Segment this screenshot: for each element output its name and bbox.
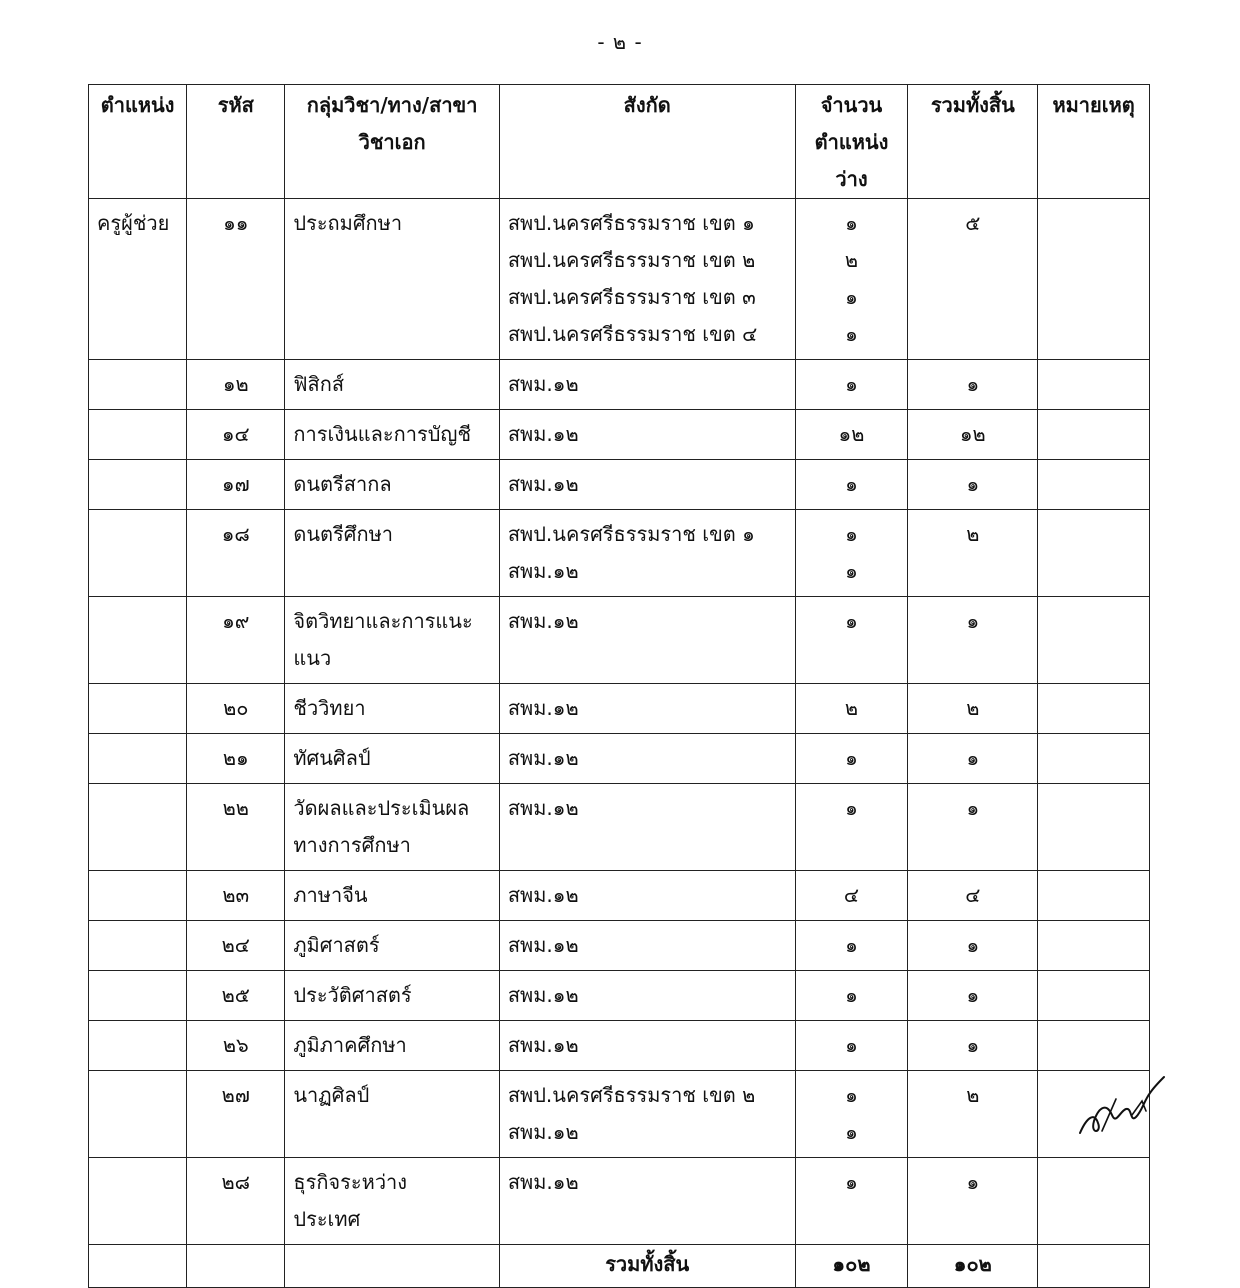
table-row: [89, 734, 1150, 784]
subject-cell: [285, 784, 499, 871]
vacancy-count: ๑: [845, 522, 858, 546]
vacancies-cell: [795, 684, 908, 734]
grand-total-row: [89, 1245, 1150, 1288]
code-cell: ๒๔: [187, 921, 285, 971]
total-cell: ๒: [908, 510, 1038, 597]
header-position: ตำแหน่ง: [89, 85, 187, 199]
affiliation-line: สพม.๑๒: [507, 1120, 579, 1144]
vacancy-count: ๑: [845, 1120, 858, 1144]
table-row: [89, 684, 1150, 734]
position-cell: [89, 734, 187, 784]
subject-line: ดนตรีสากล: [293, 472, 392, 496]
affiliation-cell: [499, 784, 795, 871]
affiliation-line: สพม.๑๒: [507, 1170, 579, 1194]
affiliation-line: สพม.๑๒: [507, 1033, 579, 1057]
affiliation-cell: [499, 199, 795, 360]
table-row: [89, 871, 1150, 921]
vacancies-cell: [795, 410, 908, 460]
code-cell: ๒๐: [187, 684, 285, 734]
position-cell: [89, 410, 187, 460]
vacancies-cell: [795, 597, 908, 684]
affiliation-cell: [499, 1071, 795, 1158]
table-row: [89, 410, 1150, 460]
affiliation-line: สพม.๑๒: [507, 696, 579, 720]
affiliation-line: สพป.นครศรีธรรมราช เขต ๒: [507, 248, 756, 272]
code-cell: ๑๗: [187, 460, 285, 510]
header-subject: [285, 85, 499, 199]
remarks-cell: [1038, 921, 1150, 971]
subject-cell: [285, 360, 499, 410]
subject-line: นาฏศิลป์: [293, 1083, 370, 1107]
grand-total-empty: [89, 1245, 187, 1288]
total-cell: ๒: [908, 684, 1038, 734]
affiliation-line: สพม.๑๒: [507, 372, 579, 396]
table-row: [89, 460, 1150, 510]
grand-total-remarks: [1038, 1245, 1150, 1288]
subject-line: ภูมิศาสตร์: [293, 933, 380, 957]
header-vacancies-line: ตำแหน่ง: [814, 130, 889, 154]
grand-total-sum: ๑๐๒: [908, 1245, 1038, 1288]
affiliation-line: สพม.๑๒: [507, 559, 579, 583]
subject-line: ดนตรีศึกษา: [293, 522, 393, 546]
code-cell: ๒๕: [187, 971, 285, 1021]
total-cell: ๑: [908, 971, 1038, 1021]
code-cell: ๒๖: [187, 1021, 285, 1071]
subject-line: ทางการศึกษา: [293, 833, 411, 857]
table-row: [89, 1021, 1150, 1071]
affiliation-line: สพม.๑๒: [507, 796, 579, 820]
remarks-cell: [1038, 360, 1150, 410]
affiliation-cell: [499, 684, 795, 734]
table-row: [89, 971, 1150, 1021]
vacancy-count: ๑: [845, 746, 858, 770]
header-affiliation: สังกัด: [499, 85, 795, 199]
code-cell: ๒๓: [187, 871, 285, 921]
affiliation-line: สพป.นครศรีธรรมราช เขต ๒: [507, 1083, 756, 1107]
subject-line: ทัศนศิลป์: [293, 746, 371, 770]
vacancies-cell: [795, 921, 908, 971]
position-cell: [89, 510, 187, 597]
table-row: [89, 921, 1150, 971]
total-cell: ๑: [908, 921, 1038, 971]
subject-line: ประวัติศาสตร์: [293, 983, 412, 1007]
total-cell: ๑: [908, 1021, 1038, 1071]
total-cell: ๒: [908, 1071, 1038, 1158]
code-cell: ๑๘: [187, 510, 285, 597]
grand-total-empty: [187, 1245, 285, 1288]
subject-cell: [285, 199, 499, 360]
code-cell: ๑๑: [187, 199, 285, 360]
position-cell: ครูผู้ช่วย: [89, 199, 187, 360]
page-number: - ๒ -: [597, 30, 643, 54]
remarks-cell: [1038, 510, 1150, 597]
grand-total-empty: [285, 1245, 499, 1288]
total-cell: ๑: [908, 460, 1038, 510]
header-total: รวมทั้งสิ้น: [908, 85, 1038, 199]
affiliation-line: สพม.๑๒: [507, 933, 579, 957]
subject-cell: [285, 871, 499, 921]
affiliation-line: สพป.นครศรีธรรมราช เขต ๑: [507, 522, 755, 546]
remarks-cell: [1038, 784, 1150, 871]
affiliation-line: สพม.๑๒: [507, 609, 579, 633]
subject-line: การเงินและการบัญชี: [293, 422, 472, 446]
subject-line: วัดผลและประเมินผล: [293, 796, 470, 820]
header-remarks: หมายเหตุ: [1038, 85, 1150, 199]
remarks-cell: [1038, 460, 1150, 510]
position-cell: [89, 871, 187, 921]
affiliation-cell: [499, 410, 795, 460]
affiliation-cell: [499, 597, 795, 684]
subject-cell: [285, 410, 499, 460]
subject-cell: [285, 597, 499, 684]
subject-line: จิตวิทยาและการแนะ: [293, 609, 473, 633]
subject-cell: [285, 460, 499, 510]
total-cell: ๑๒: [908, 410, 1038, 460]
affiliation-line: สพป.นครศรีธรรมราช เขต ๑: [507, 211, 755, 235]
header-code: รหัส: [187, 85, 285, 199]
remarks-cell: [1038, 1158, 1150, 1245]
subject-line: ประถมศึกษา: [293, 211, 403, 235]
subject-cell: [285, 1071, 499, 1158]
code-cell: ๒๑: [187, 734, 285, 784]
remarks-cell: [1038, 597, 1150, 684]
subject-line: ชีววิทยา: [293, 696, 366, 720]
vacancy-count: ๒: [844, 696, 859, 720]
position-cell: [89, 921, 187, 971]
subject-cell: [285, 734, 499, 784]
grand-total-vacancies: ๑๐๒: [795, 1245, 908, 1288]
affiliation-cell: [499, 734, 795, 784]
affiliation-line: สพม.๑๒: [507, 472, 579, 496]
total-cell: ๑: [908, 784, 1038, 871]
position-cell: [89, 1021, 187, 1071]
vacancy-count: ๑๒: [838, 422, 865, 446]
vacancy-count: ๑: [845, 609, 858, 633]
remarks-cell: [1038, 871, 1150, 921]
vacancy-table: [88, 84, 1150, 1288]
total-cell: ๔: [908, 871, 1038, 921]
vacancy-count: ๑: [845, 1083, 858, 1107]
table-row: [89, 199, 1150, 360]
position-cell: [89, 460, 187, 510]
code-cell: ๑๙: [187, 597, 285, 684]
remarks-cell: [1038, 410, 1150, 460]
subject-line: ธุรกิจระหว่าง: [293, 1170, 408, 1194]
vacancies-cell: [795, 734, 908, 784]
vacancy-count: ๑: [845, 1170, 858, 1194]
subject-cell: [285, 684, 499, 734]
affiliation-line: สพป.นครศรีธรรมราช เขต ๔: [507, 322, 758, 346]
affiliation-cell: [499, 1158, 795, 1245]
position-cell: [89, 684, 187, 734]
table-row: [89, 360, 1150, 410]
vacancy-count: ๑: [845, 1033, 858, 1057]
vacancies-cell: [795, 1158, 908, 1245]
affiliation-line: สพม.๑๒: [507, 883, 579, 907]
grand-total-label: รวมทั้งสิ้น: [499, 1245, 795, 1288]
subject-line: ประเทศ: [293, 1207, 361, 1231]
vacancy-count: ๑: [845, 983, 858, 1007]
affiliation-line: สพป.นครศรีธรรมราช เขต ๓: [507, 285, 756, 309]
vacancy-count: ๑: [845, 472, 858, 496]
vacancy-count: ๑: [845, 285, 858, 309]
table-row: [89, 510, 1150, 597]
vacancies-cell: [795, 784, 908, 871]
vacancy-count: ๑: [845, 796, 858, 820]
affiliation-line: สพม.๑๒: [507, 746, 579, 770]
affiliation-cell: [499, 871, 795, 921]
affiliation-line: สพม.๑๒: [507, 983, 579, 1007]
table-body: [89, 199, 1150, 1245]
vacancy-count: ๑: [845, 933, 858, 957]
subject-line: ภาษาจีน: [293, 883, 368, 907]
subject-cell: [285, 921, 499, 971]
vacancies-cell: [795, 871, 908, 921]
vacancy-count: ๔: [843, 883, 860, 907]
affiliation-cell: [499, 971, 795, 1021]
total-cell: ๑: [908, 734, 1038, 784]
table-header: [89, 85, 1150, 199]
subject-cell: [285, 1021, 499, 1071]
total-cell: ๕: [908, 199, 1038, 360]
header-vacancies: [795, 85, 908, 199]
code-cell: ๒๗: [187, 1071, 285, 1158]
affiliation-cell: [499, 460, 795, 510]
vacancy-count: ๑: [845, 211, 858, 235]
total-cell: ๑: [908, 597, 1038, 684]
code-cell: ๑๔: [187, 410, 285, 460]
position-cell: [89, 784, 187, 871]
vacancies-cell: [795, 510, 908, 597]
remarks-cell: [1038, 684, 1150, 734]
remarks-cell: [1038, 734, 1150, 784]
remarks-cell: [1038, 199, 1150, 360]
table-row: [89, 1071, 1150, 1158]
vacancy-count: ๒: [844, 248, 859, 272]
table-row: [89, 1158, 1150, 1245]
vacancies-cell: [795, 199, 908, 360]
vacancies-cell: [795, 1021, 908, 1071]
subject-line: ภูมิภาคศึกษา: [293, 1033, 407, 1057]
header-vacancies-line: จำนวน: [820, 93, 883, 117]
position-cell: [89, 597, 187, 684]
subject-line: ฟิสิกส์: [293, 372, 345, 396]
table-row: [89, 597, 1150, 684]
subject-cell: [285, 510, 499, 597]
header-vacancies-line: ว่าง: [835, 167, 868, 191]
position-cell: [89, 360, 187, 410]
affiliation-cell: [499, 360, 795, 410]
signature: [1072, 1071, 1172, 1141]
total-cell: ๑: [908, 360, 1038, 410]
remarks-cell: [1038, 971, 1150, 1021]
subject-cell: [285, 1158, 499, 1245]
vacancies-cell: [795, 1071, 908, 1158]
affiliation-cell: [499, 510, 795, 597]
affiliation-cell: [499, 921, 795, 971]
affiliation-line: สพม.๑๒: [507, 422, 579, 446]
position-cell: [89, 1158, 187, 1245]
total-cell: ๑: [908, 1158, 1038, 1245]
position-cell: [89, 971, 187, 1021]
header-subject-line: วิชาเอก: [358, 130, 426, 154]
code-cell: ๒๘: [187, 1158, 285, 1245]
vacancies-cell: [795, 460, 908, 510]
vacancies-cell: [795, 360, 908, 410]
code-cell: ๒๒: [187, 784, 285, 871]
subject-line: แนว: [293, 646, 332, 670]
code-cell: ๑๒: [187, 360, 285, 410]
vacancy-count: ๑: [845, 559, 858, 583]
vacancy-count: ๑: [845, 372, 858, 396]
affiliation-cell: [499, 1021, 795, 1071]
subject-cell: [285, 971, 499, 1021]
position-cell: [89, 1071, 187, 1158]
header-subject-line: กลุ่มวิชา/ทาง/สาขา: [306, 93, 478, 117]
vacancy-count: ๑: [845, 322, 858, 346]
vacancies-cell: [795, 971, 908, 1021]
remarks-cell: [1038, 1021, 1150, 1071]
table-row: [89, 784, 1150, 871]
